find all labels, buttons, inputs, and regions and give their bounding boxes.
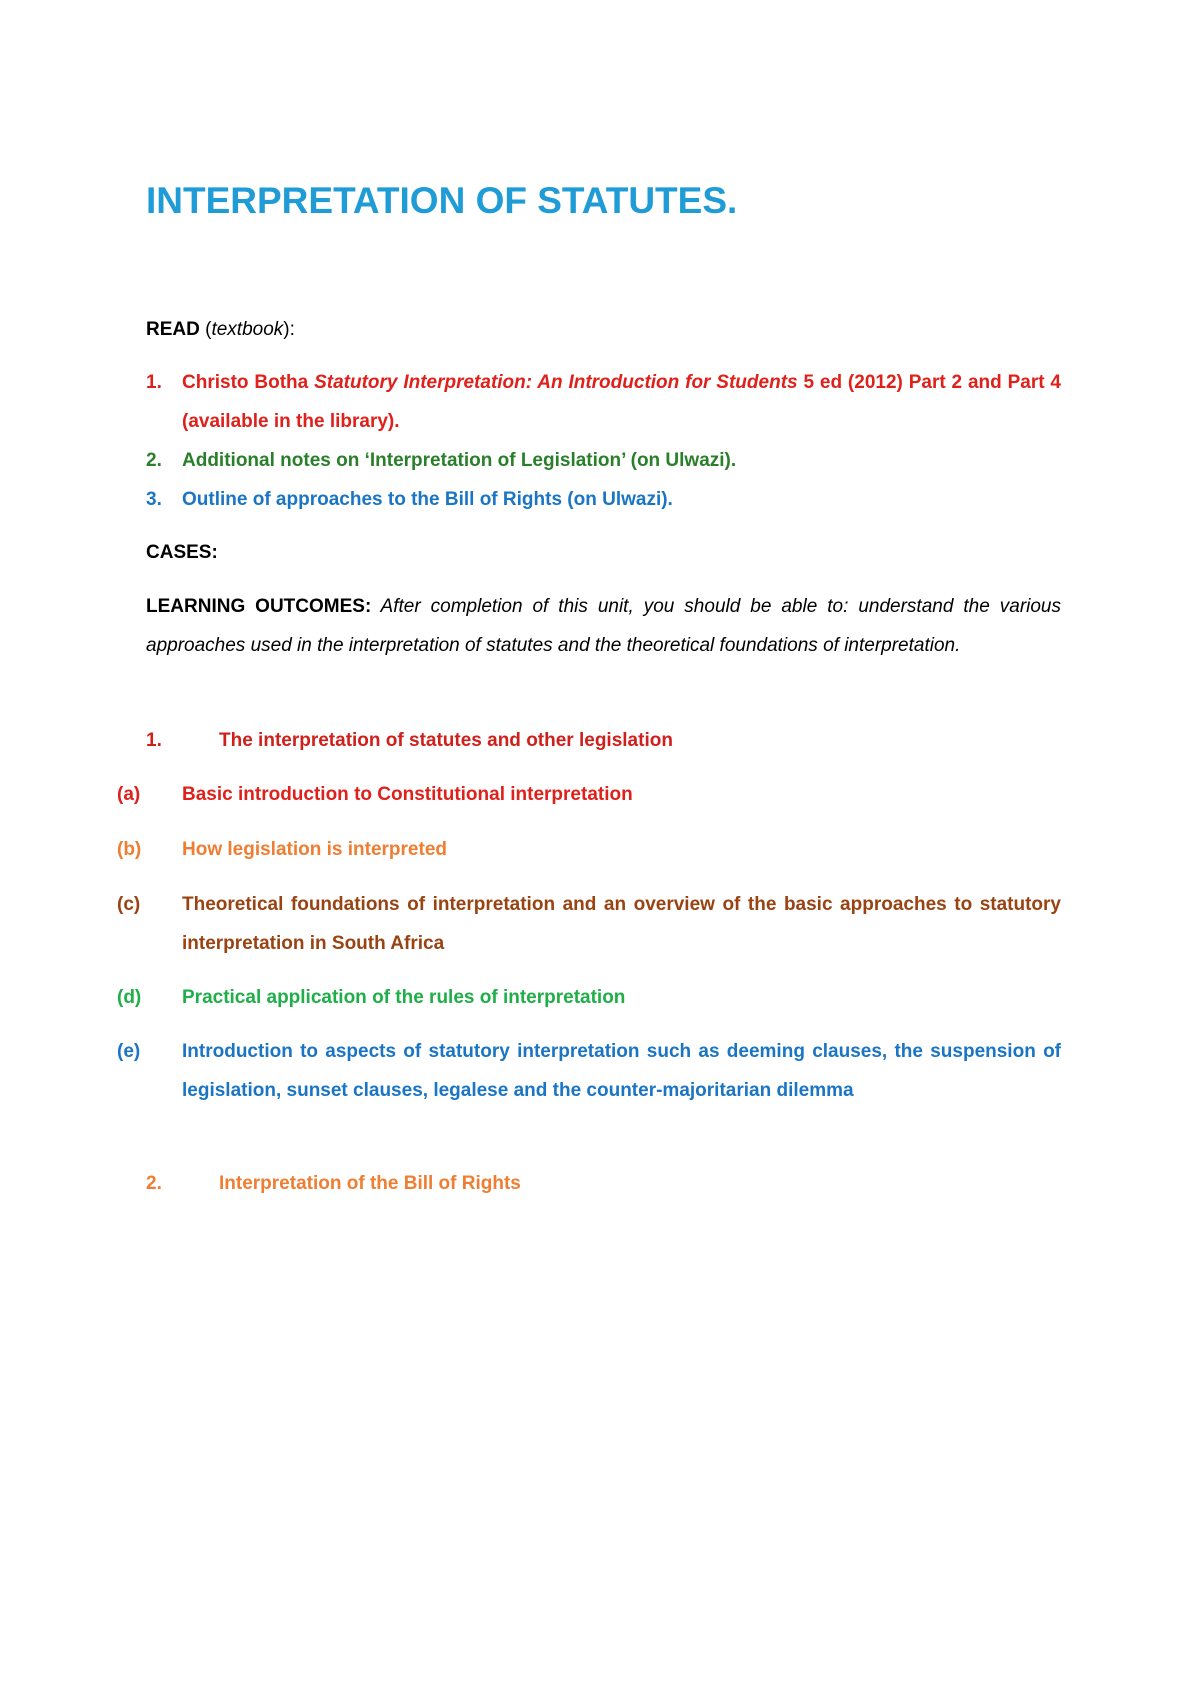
subsection-e-letter: (e) [117,1041,141,1062]
section-2-title: Interpretation of the Bill of Rights [219,1173,521,1194]
reading-1-text [182,363,1061,441]
reading-3-text: Outline of approaches to the Bill of Rights (on Ulwazi). [182,489,673,510]
cases-label: CASES: [146,542,218,563]
learning-outcomes-text: After completion of this unit, you should be able to: understand the various approaches used in the interpretation of statutes and the theoretical foundations of interpretation. [146,596,1061,656]
section-1-title: The interpretation of statutes and other legislation [219,730,673,751]
subsection-c-text: Theoretical foundations of interpretation and an overview of the basic approaches to statutory interpretation in South Africa [182,894,1061,954]
reading-1-author: Christo Botha [182,372,315,393]
learning-outcomes-label: LEARNING OUTCOMES: [146,596,372,617]
document-title: INTERPRETATION OF STATUTES. [146,180,738,221]
reading-2-text: Additional notes on ‘Interpretation of Legislation’ (on Ulwazi). [182,450,737,471]
read-open-paren: ( [199,319,212,340]
subsection-b-letter: (b) [117,839,142,860]
learning-outcomes [146,587,1061,665]
subsection-c-letter: (c) [117,894,141,915]
read-heading [146,310,295,349]
subsection-e-text: Introduction to aspects of statutory interpretation such as deeming clauses, the suspension of legislation, sunset clauses, legalese and the counter-majoritarian dilemma [182,1041,1061,1101]
read-textbook: textbook [211,319,284,340]
subsection-b-text: How legislation is interpreted [182,839,447,860]
section-2-number: 2. [146,1173,162,1194]
subsection-a-letter: (a) [117,784,141,805]
reading-3-number: 3. [146,489,162,510]
subsection-a-text: Basic introduction to Constitutional interpretation [182,784,633,805]
reading-1-book-title: Statutory Interpretation: An Introduction for Students [314,372,798,393]
reading-1-number: 1. [146,372,162,393]
read-label: READ [146,319,200,340]
section-1-number: 1. [146,730,162,751]
reading-1-rest: 5 ed (2012) Part 2 and Part 4 (available in the library). [182,372,1061,432]
subsection-d-letter: (d) [117,987,142,1008]
subsection-d-text: Practical application of the rules of interpretation [182,987,626,1008]
reading-2-number: 2. [146,450,162,471]
read-close: ): [283,319,295,340]
